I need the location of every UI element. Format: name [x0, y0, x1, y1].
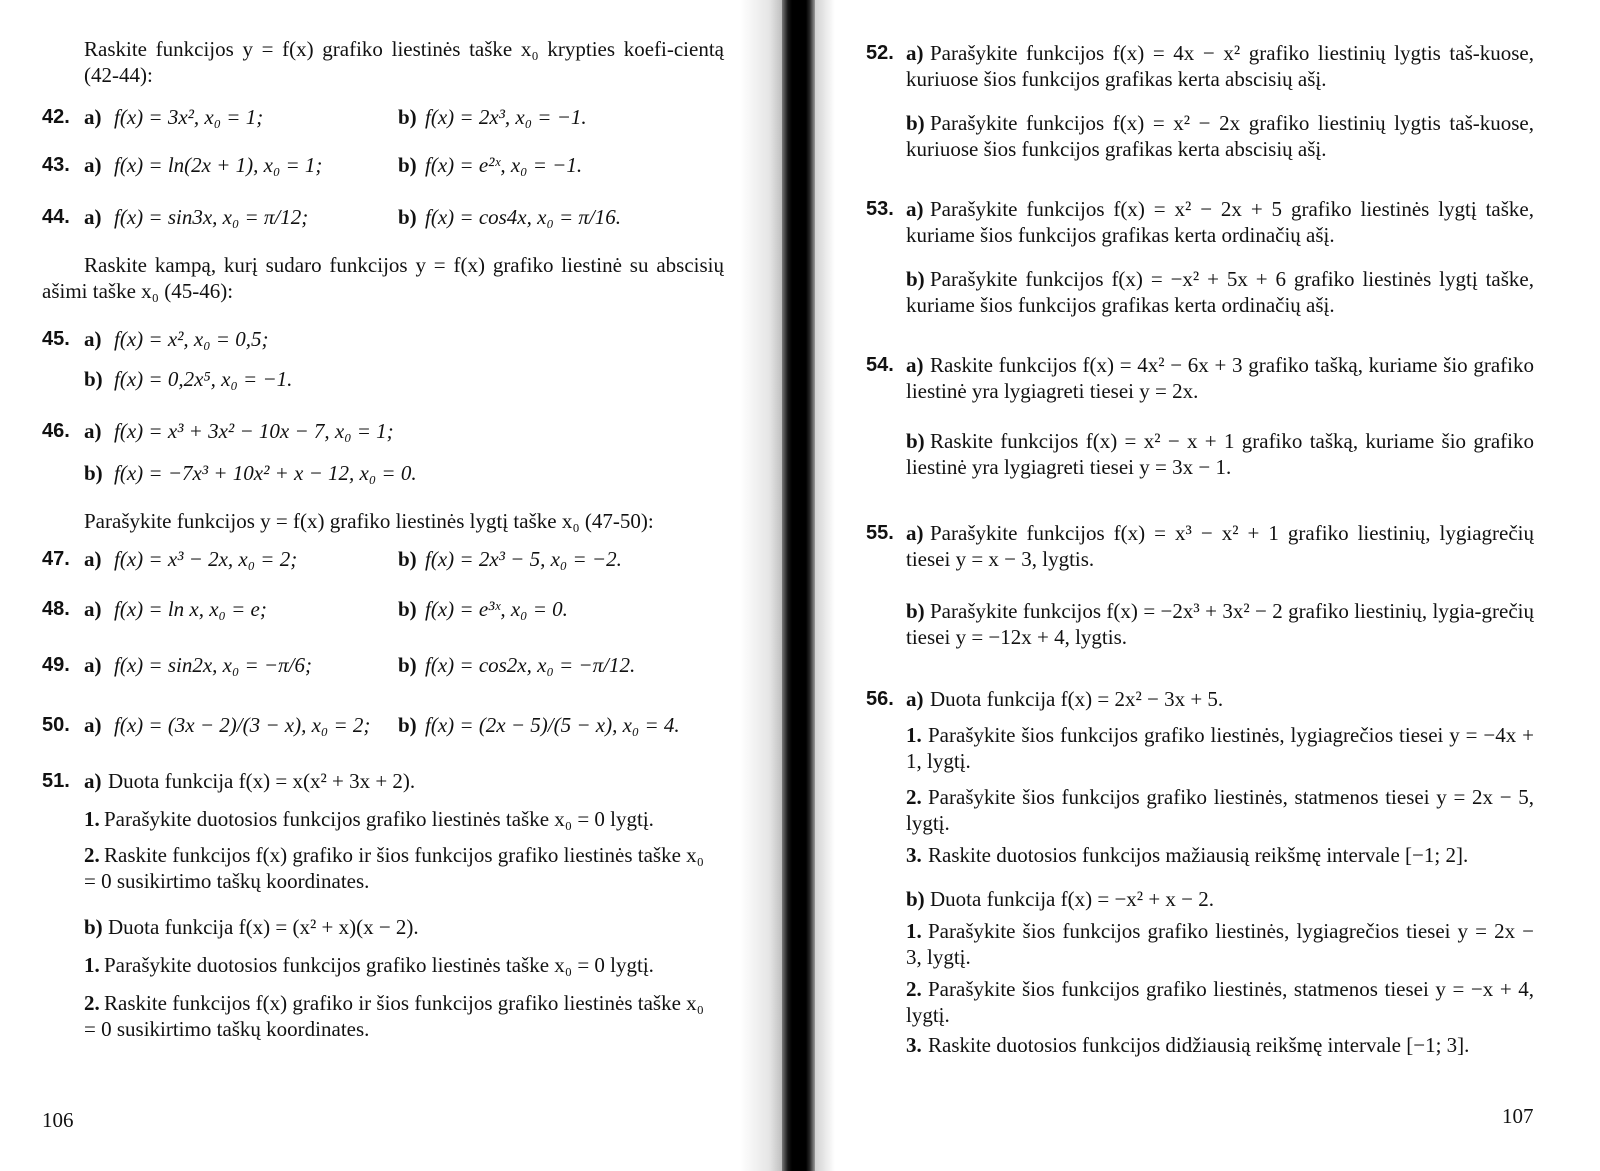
exercise-51-b1-number: 1. — [84, 953, 100, 977]
exercise-48-a: f(x) = ln x, x₀ = e; — [114, 597, 267, 621]
exercise-42-a-label: a) — [84, 105, 102, 129]
exercise-56-a3: Raskite duotosios funkcijos mažiausią reikšmę intervale [−1; 2]. — [928, 843, 1469, 867]
exercise-51-number: 51. — [42, 770, 70, 792]
exercise-43-b-label: b) — [398, 153, 417, 177]
exercise-46-b: f(x) = −7x³ + 10x² + x − 12, x₀ = 0. — [114, 461, 417, 485]
exercise-53-a: Parašykite funkcijos f(x) = x² − 2x + 5 grafiko liestinės lygtį taške, kuriame šios funkcijos grafikas kerta ordinačių ašį. — [906, 197, 1534, 247]
exercise-42-b-label: b) — [398, 105, 417, 129]
page-number-right: 107 — [1502, 1104, 1534, 1128]
exercise-44-a: f(x) = sin3x, x₀ = π/12; — [114, 205, 309, 229]
exercise-55-a-label: a) — [906, 521, 924, 545]
exercise-56-b2: Parašykite šios funkcijos grafiko liestinės, statmenos tiesei y = −x + 4, lygtį. — [906, 977, 1534, 1027]
exercise-51-b-head: Duota funkcija f(x) = (x² + x)(x − 2). — [108, 915, 419, 939]
exercise-46-b-label: b) — [84, 461, 103, 485]
exercise-43-number: 43. — [42, 154, 70, 176]
exercise-54-b: Raskite funkcijos f(x) = x² − x + 1 grafiko tašką, kuriame šio grafiko liestinė yra lygiagreti tiesei y = 3x − 1. — [906, 429, 1534, 479]
exercise-52-number: 52. — [866, 42, 894, 64]
exercise-56-b3: Raskite duotosios funkcijos didžiausią reikšmę intervale [−1; 3]. — [928, 1033, 1470, 1057]
page-number-left: 106 — [42, 1108, 74, 1132]
exercise-51-a2: Raskite funkcijos f(x) grafiko ir šios funkcijos grafiko liestinės taške x₀ = 0 susikirtimo taškų koordinates. — [84, 843, 704, 893]
exercise-50-number: 50. — [42, 714, 70, 736]
exercise-43-b: f(x) = e²ˣ, x₀ = −1. — [425, 153, 583, 177]
exercise-49-a-label: a) — [84, 653, 102, 677]
exercise-55-a: Parašykite funkcijos f(x) = x³ − x² + 1 grafiko liestinių, lygiagrečių tiesei y = x − 3, lygtis. — [906, 521, 1534, 571]
exercise-55-number: 55. — [866, 522, 894, 544]
exercise-53-number: 53. — [866, 198, 894, 220]
exercise-50-b: f(x) = (2x − 5)/(5 − x), x₀ = 4. — [425, 713, 680, 737]
exercise-56-number: 56. — [866, 688, 894, 710]
exercise-56-a2-number: 2. — [906, 785, 922, 809]
right-page — [815, 0, 1600, 1171]
exercise-49-b: f(x) = cos2x, x₀ = −π/12. — [425, 653, 636, 677]
exercise-54-a: Raskite funkcijos f(x) = 4x² − 6x + 3 grafiko tašką, kuriame šio grafiko liestinė yra lygiagreti tiesei y = 2x. — [906, 353, 1534, 403]
exercise-45-a-label: a) — [84, 327, 102, 351]
exercise-46-a: f(x) = x³ + 3x² − 10x − 7, x₀ = 1; — [114, 419, 394, 443]
exercise-56-b-head: Duota funkcija f(x) = −x² + x − 2. — [930, 887, 1215, 911]
exercise-50-a-label: a) — [84, 713, 102, 737]
exercise-42-a: f(x) = 3x², x₀ = 1; — [114, 105, 264, 129]
exercise-51-a1: Parašykite duotosios funkcijos grafiko liestinės taške x₀ = 0 lygtį. — [104, 807, 654, 831]
exercise-54-a-label: a) — [906, 353, 924, 377]
exercise-56-a3-number: 3. — [906, 843, 922, 867]
intro-47-50: Parašykite funkcijos y = f(x) grafiko liestinės lygtį taške x₀ (47-50): — [84, 509, 654, 533]
exercise-53-a-label: a) — [906, 197, 924, 221]
exercise-52-b: Parašykite funkcijos f(x) = x² − 2x grafiko liestinių lygtis taš-kuose, kuriuose šios funkcijos grafikas kerta abscisių ašį. — [906, 111, 1534, 161]
exercise-50-b-label: b) — [398, 713, 417, 737]
exercise-48-b-label: b) — [398, 597, 417, 621]
exercise-50-a: f(x) = (3x − 2)/(3 − x), x₀ = 2; — [114, 713, 371, 737]
exercise-56-a-label: a) — [906, 687, 924, 711]
exercise-51-a1-number: 1. — [84, 807, 100, 831]
exercise-56-b1-number: 1. — [906, 919, 922, 943]
exercise-48-number: 48. — [42, 598, 70, 620]
exercise-56-a2: Parašykite šios funkcijos grafiko liestinės, statmenos tiesei y = 2x − 5, lygtį. — [906, 785, 1534, 835]
exercise-51-a-label: a) — [84, 769, 102, 793]
exercise-56-b3-number: 3. — [906, 1033, 922, 1057]
exercise-49-b-label: b) — [398, 653, 417, 677]
exercise-44-a-label: a) — [84, 205, 102, 229]
exercise-43-a: f(x) = ln(2x + 1), x₀ = 1; — [114, 153, 323, 177]
exercise-52-a-label: a) — [906, 41, 924, 65]
exercise-47-a-label: a) — [84, 547, 102, 571]
exercise-55-b-label: b) — [906, 599, 925, 623]
exercise-47-b-label: b) — [398, 547, 417, 571]
exercise-56-a1-number: 1. — [906, 723, 922, 747]
exercise-46-a-label: a) — [84, 419, 102, 443]
exercise-52-a: Parašykite funkcijos f(x) = 4x − x² grafiko liestinių lygtis taš-kuose, kuriuose šios funkcijos grafikas kerta abscisių ašį. — [906, 41, 1534, 91]
exercise-45-number: 45. — [42, 328, 70, 350]
exercise-56-a-head: Duota funkcija f(x) = 2x² − 3x + 5. — [930, 687, 1224, 711]
exercise-56-b-label: b) — [906, 887, 925, 911]
exercise-52-b-label: b) — [906, 111, 925, 135]
exercise-47-b: f(x) = 2x³ − 5, x₀ = −2. — [425, 547, 622, 571]
exercise-46-number: 46. — [42, 420, 70, 442]
left-page — [0, 0, 775, 1171]
exercise-51-a2-number: 2. — [84, 843, 100, 867]
exercise-49-number: 49. — [42, 654, 70, 676]
exercise-56-a1: Parašykite šios funkcijos grafiko liestinės, lygiagrečios tiesei y = −4x + 1, lygtį. — [906, 723, 1534, 773]
exercise-42-number: 42. — [42, 106, 70, 128]
exercise-56-b1: Parašykite šios funkcijos grafiko liestinės, lygiagrečios tiesei y = 2x − 3, lygtį. — [906, 919, 1534, 969]
exercise-45-a: f(x) = x², x₀ = 0,5; — [114, 327, 269, 351]
exercise-48-a-label: a) — [84, 597, 102, 621]
exercise-44-b-label: b) — [398, 205, 417, 229]
exercise-51-a-head: Duota funkcija f(x) = x(x² + 3x + 2). — [108, 769, 416, 793]
exercise-44-b: f(x) = cos4x, x₀ = π/16. — [425, 205, 622, 229]
intro-42-44: Raskite funkcijos y = f(x) grafiko liestinės taške x₀ krypties koefi-cientą (42-44): — [84, 37, 724, 87]
exercise-47-a: f(x) = x³ − 2x, x₀ = 2; — [114, 547, 298, 571]
exercise-51-b1: Parašykite duotosios funkcijos grafiko liestinės taške x₀ = 0 lygtį. — [104, 953, 654, 977]
exercise-54-number: 54. — [866, 354, 894, 376]
exercise-49-a: f(x) = sin2x, x₀ = −π/6; — [114, 653, 312, 677]
exercise-42-b: f(x) = 2x³, x₀ = −1. — [425, 105, 587, 129]
exercise-51-b-label: b) — [84, 915, 103, 939]
exercise-53-b-label: b) — [906, 267, 925, 291]
exercise-45-b-label: b) — [84, 367, 103, 391]
exercise-48-b: f(x) = e³ˣ, x₀ = 0. — [425, 597, 568, 621]
exercise-43-a-label: a) — [84, 153, 102, 177]
exercise-47-number: 47. — [42, 548, 70, 570]
exercise-45-b: f(x) = 0,2x⁵, x₀ = −1. — [114, 367, 293, 391]
gutter-shadow-left — [740, 0, 782, 1171]
exercise-51-b2: Raskite funkcijos f(x) grafiko ir šios funkcijos grafiko liestinės taške x₀ = 0 susikirtimo taškų koordinates. — [84, 991, 704, 1041]
exercise-55-b: Parašykite funkcijos f(x) = −2x³ + 3x² − 2 grafiko liestinių, lygia-grečių tiesei y = −12x + 4, lygtis. — [906, 599, 1534, 649]
exercise-51-b2-number: 2. — [84, 991, 100, 1015]
exercise-53-b: Parašykite funkcijos f(x) = −x² + 5x + 6 grafiko liestinės lygtį taške, kuriame šios funkcijos grafikas kerta ordinačių ašį. — [906, 267, 1534, 317]
exercise-54-b-label: b) — [906, 429, 925, 453]
intro-45-46: Raskite kampą, kurį sudaro funkcijos y = f(x) grafiko liestinė su abscisių ašimi taške x₀ (45-46): — [42, 253, 724, 303]
book-gutter — [782, 0, 815, 1171]
exercise-56-b2-number: 2. — [906, 977, 922, 1001]
exercise-44-number: 44. — [42, 206, 70, 228]
